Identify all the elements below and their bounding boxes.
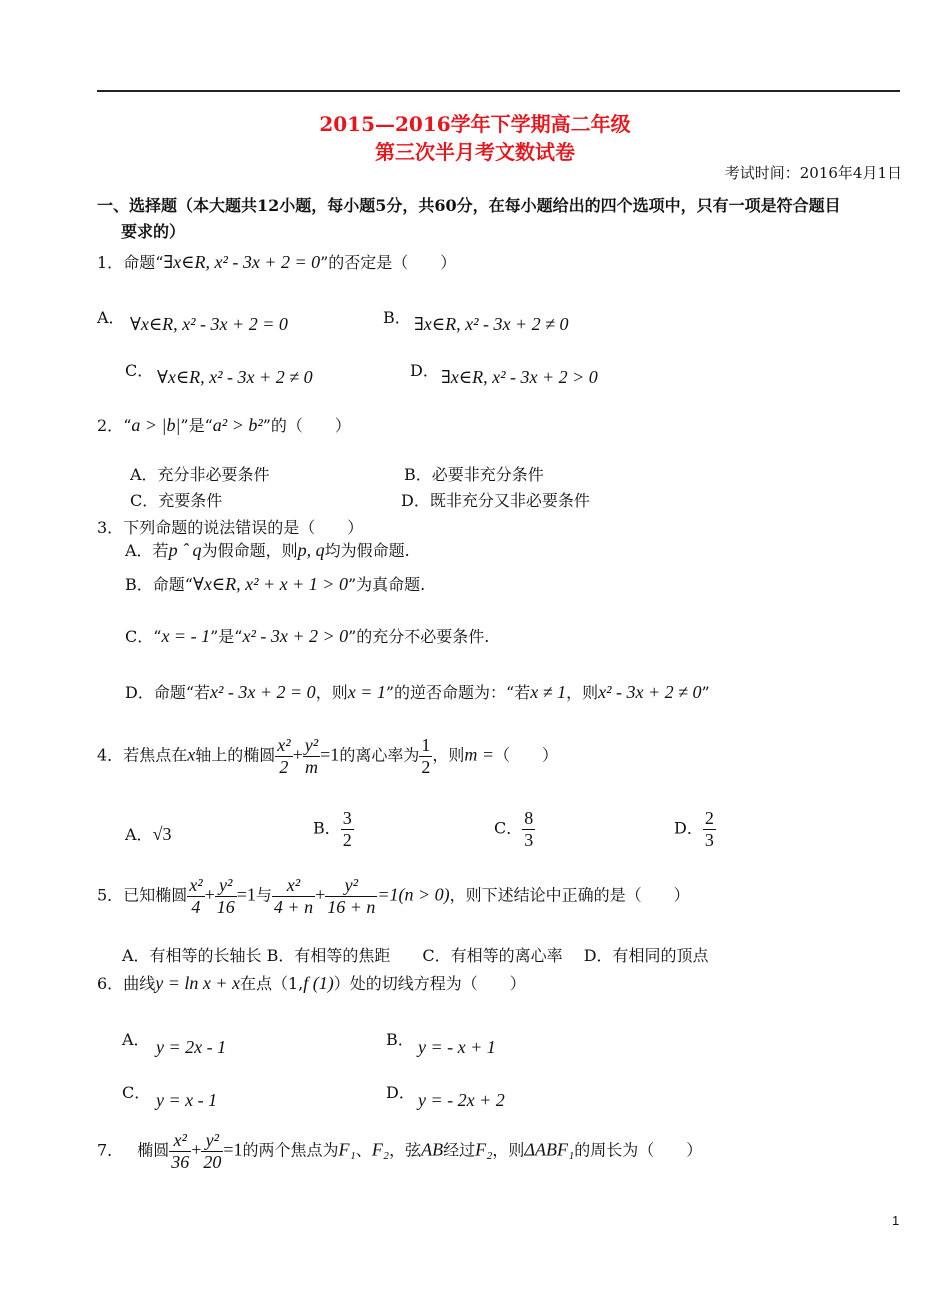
fraction: $\frac{\text{x²}}{4 + n}$ [273,875,314,917]
math-expression: x² - 3x + 2 = 0 [210,682,316,702]
top-rule [97,90,900,92]
math-operator: + [204,884,215,905]
math-expression: ∀x∈R, x² + x + 1 > 0 [192,574,348,594]
math-expression: y = ln x + x [155,973,240,993]
stem-text: ”的否定是（ ） [320,253,457,272]
option-label: A． [125,825,153,844]
math-operator: + [315,884,326,905]
question-5 [97,875,690,917]
exam-time: 考试时间：2016年4月1日 [724,164,902,182]
question-number: 2． [97,416,124,435]
fraction: $\frac{\text{y²}}{16}$ [216,875,235,917]
math-expression: x = 1 [347,682,386,702]
option-a [97,305,125,328]
math-expression: x = - 1 [161,626,211,646]
option-b [125,572,425,595]
option-d: D．既非充分又非必要条件 [401,491,590,510]
stem-text: 、 [355,1140,372,1160]
stem-text: 轴上的椭圆 [195,745,276,765]
option-a-math: y = 2x - 1 [156,1037,227,1057]
stem-text: ”是“ [180,416,213,435]
math-operator: =1 [223,1139,243,1160]
section-heading: 一、选择题（本大题共12小题，每小题5分，共60分，在每小题给出的四个选项中，只有一项是符合题目 [97,196,841,215]
math-expression: a > |b| [131,415,181,435]
option-b-math: y = - x + 1 [418,1037,496,1057]
option-b-math: ∃x∈R, x² - 3x + 2 ≠ 0 [414,314,569,334]
stem-text: 与 [255,885,272,905]
option-text: ”是“ [210,627,243,646]
math-variable: F₂ [371,1139,390,1160]
option-d [410,358,439,381]
section-heading-cont: 要求的） [121,222,186,241]
option-c [125,624,489,647]
option-a: A．充分非必要条件 [130,465,270,484]
question-2 [97,413,351,436]
stem-text: ”的（ ） [262,416,351,435]
fraction: $\frac{1}{2}$ [421,735,431,777]
question-4 [97,735,558,777]
math-variable: F₂ [475,1139,493,1160]
option-label: C． [122,1083,151,1102]
page-number: 1 [892,1213,900,1228]
math-expression: p, q [297,540,325,560]
fraction: $\frac{\text{x²}}{36}$ [171,1130,190,1172]
stem-text: 经过 [443,1140,476,1160]
math-operator: + [191,1139,202,1160]
options-line: A．有相等的长轴长 B．有相等的焦距 C．有相等的离心率 D．有相同的顶点 [122,946,709,965]
option-d-math: y = - 2x + 2 [418,1090,505,1110]
fraction: $\frac{\text{x²}}{4}$ [189,875,203,917]
option-d [386,1080,415,1103]
stem-text: ，则下述结论中正确的是（ ） [449,885,690,905]
question-1 [97,250,456,273]
stem-text: 下列命题的说法错误的是（ ） [123,518,364,537]
question-6 [97,971,526,994]
stem-text: ，弦 [389,1140,422,1160]
stem-text: 的离心率为 [339,745,420,765]
stem-text: ，则 [492,1140,525,1160]
option-label: B． [386,1030,414,1049]
option-c [125,358,153,381]
math-operator: =1 [320,744,340,765]
option-c [122,1080,150,1103]
option-label: B． [383,308,411,327]
stem-text: 的周长为（ ） [574,1140,703,1160]
option-text: B．命题“ [125,575,193,594]
option-c-math: ∀x∈R, x² - 3x + 2 ≠ 0 [157,367,313,387]
math-expression: f (1) [303,973,334,993]
question-7 [97,1130,702,1172]
stem-text: 在点（1, [239,974,304,993]
option-text: A．若 [125,541,169,560]
option-text: ” [701,683,710,702]
question-number: 3． [97,518,124,537]
option-c: C．充要条件 [130,491,223,510]
option-text: ，则 [566,683,599,702]
math-expression: x² - 3x + 2 ≠ 0 [598,682,702,702]
math-variable: x [187,744,196,765]
math-expression: =1(n > 0) [377,884,450,905]
stem-text: 命题“ [123,253,164,272]
math-expression: p ˆ q [168,540,202,560]
option-a-math: ∀x∈R, x² - 3x + 2 = 0 [130,314,288,334]
exam-title-line1: 2015—2016学年下学期高二年级 [319,112,631,136]
option-label: D． [386,1083,415,1102]
stem-text: ）处的切线方程为（ ） [333,974,526,993]
math-expression: √3 [152,824,172,844]
fraction: $\frac{\text{y²}}{m}$ [304,735,319,777]
math-operator: =1 [236,884,256,905]
fraction: $\frac{3}{2}$ [342,808,352,850]
math-expression: a² > b² [212,415,263,435]
question-number: 6． [97,974,124,993]
fraction: $\frac{\text{y²}}{16 + n}$ [327,875,376,917]
option-b [383,305,411,328]
option-d [125,680,710,703]
question-number: 1． [97,253,124,272]
math-expression: x² - 3x + 2 > 0 [242,626,349,646]
option-label: D． [674,818,703,838]
option-d-math: ∃x∈R, x² - 3x + 2 > 0 [441,367,598,387]
fraction: $\frac{\text{x²}}{2}$ [277,735,291,777]
math-expression: x ≠ 1 [530,682,567,702]
fraction: $\frac{2}{3}$ [704,808,714,850]
option-d [674,808,716,850]
option-b: B．必要非充分条件 [404,465,544,484]
question-number: 4． [97,745,124,765]
option-label: D． [410,361,439,380]
option-a [125,538,410,561]
stem-text: 已知椭圆 [123,885,188,905]
question-3 [97,515,363,538]
option-label: A． [97,308,125,327]
math-variable: F₁ [338,1139,356,1160]
math-variable: AB [421,1139,444,1160]
exam-title-line2: 第三次半月考文数试卷 [375,140,575,164]
option-label: C． [125,361,154,380]
option-text: ”为真命题. [347,575,426,594]
option-label: C． [494,818,523,838]
math-expression: ∃x∈R, x² - 3x + 2 = 0 [163,252,321,272]
stem-text: ，则 [432,745,465,765]
math-expression: m = [464,744,494,765]
stem-text: 若焦点在 [123,745,188,765]
option-a [122,1027,150,1050]
math-expression: ΔABF₁ [524,1139,575,1160]
option-text: ”的充分不必要条件. [348,627,490,646]
stem-text: （ ） [494,745,559,765]
fraction: $\frac{8}{3}$ [524,808,534,850]
option-text: ”的逆否命题为：“若 [385,683,531,702]
option-b [313,808,354,850]
stem-text: 椭圆 [137,1140,170,1160]
math-operator: + [292,744,303,765]
stem-text: 的两个焦点为 [242,1140,339,1160]
option-text: 为假命题，则 [201,541,298,560]
option-b [386,1027,414,1050]
question-number: 7． [97,1140,124,1160]
option-c-math: y = x - 1 [156,1090,218,1110]
option-label: A． [122,1030,150,1049]
option-c [494,808,535,850]
option-label: B． [313,818,341,838]
option-text: C．“ [125,627,162,646]
stem-text: 曲线 [123,974,156,993]
stem-text: “ [123,416,132,435]
option-text: ，则 [315,683,348,702]
option-text: D．命题“若 [125,683,211,702]
option-text: 均为假命题. [324,541,410,560]
fraction: $\frac{\text{y²}}{20}$ [203,1130,222,1172]
option-a [125,822,171,845]
question-number: 5． [97,885,124,905]
